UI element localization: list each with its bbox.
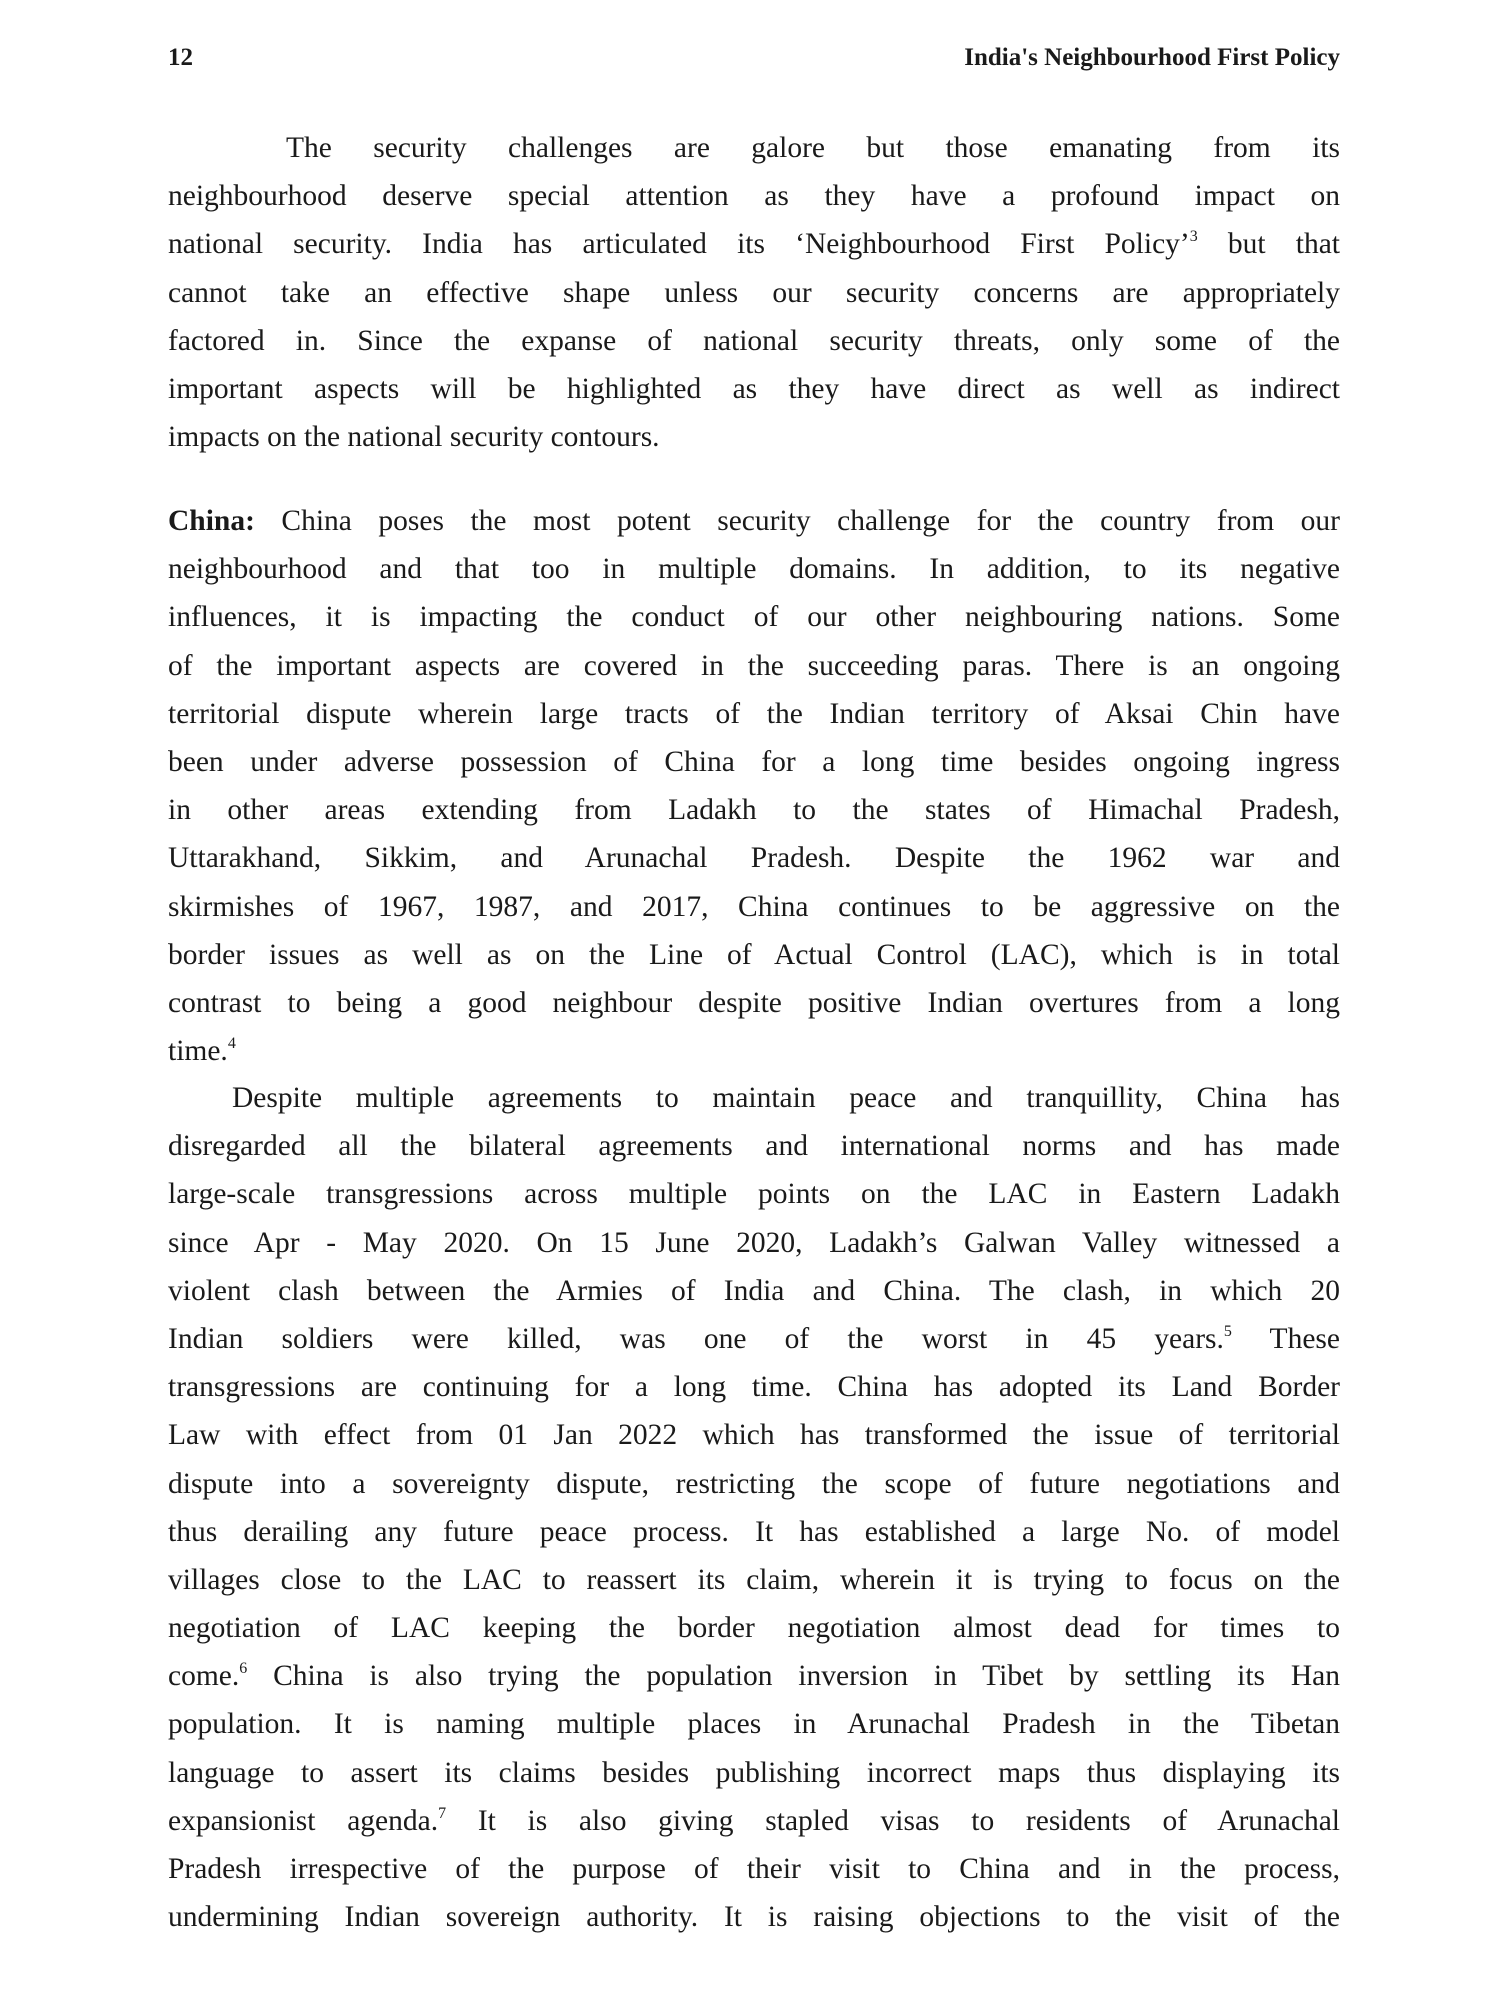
text-line: [168, 1219, 1340, 1267]
text-line: [168, 931, 1340, 979]
text-segment: language to assert its claims besides publishing incorrect maps thus displaying its: [168, 1756, 1340, 1789]
footnote-reference: 6: [239, 1660, 248, 1678]
section-heading: China:: [168, 505, 255, 537]
text-line: [168, 738, 1340, 786]
text-segment: It is also giving stapled visas to residents of Arunachal: [446, 1804, 1340, 1837]
text-segment: expansionist agenda.: [168, 1804, 439, 1837]
text-line: [168, 786, 1340, 834]
text-line: [168, 883, 1340, 931]
text-segment: contrast to being a good neighbour despite positive Indian overtures from a long: [168, 986, 1340, 1019]
text-line: [168, 1267, 1340, 1315]
text-segment: undermining Indian sovereign authority. It is raising objections to the visit of the: [168, 1901, 1340, 1934]
text-segment: violent clash between the Armies of India and China. The clash, in which 20: [168, 1274, 1340, 1307]
text-line: [168, 593, 1340, 641]
footnote-reference: 4: [227, 1035, 236, 1053]
text-line: [168, 1652, 1340, 1700]
text-segment: neighbourhood deserve special attention as they have a profound impact on: [168, 180, 1340, 213]
paragraph-agreements: [168, 1074, 1340, 1941]
text-segment: in other areas extending from Ladakh to the states of Himachal Pradesh,: [168, 794, 1340, 827]
text-segment: Indian soldiers were killed, was one of the worst in 45 years.: [168, 1322, 1224, 1355]
text-segment: influences, it is impacting the conduct of our other neighbouring nations. Some: [168, 601, 1340, 634]
text-line: [168, 124, 1340, 172]
paragraph-security-challenges: [168, 124, 1340, 461]
text-line: [168, 1122, 1340, 1170]
page-number: 12: [168, 44, 193, 71]
text-line: [168, 1845, 1340, 1893]
footnote-reference: 3: [1189, 228, 1198, 246]
text-segment: neighbourhood and that too in multiple domains. In addition, to its negative: [168, 553, 1340, 586]
text-segment: disregarded all the bilateral agreements and international norms and has made: [168, 1130, 1340, 1163]
text-line: [168, 979, 1340, 1027]
text-line: [168, 1508, 1340, 1556]
text-segment: been under adverse possession of China for a long time besides ongoing ingress: [168, 745, 1340, 778]
text-segment: These: [1231, 1322, 1340, 1355]
text-line: [168, 172, 1340, 220]
text-line: [168, 1604, 1340, 1652]
text-line: [168, 834, 1340, 882]
text-segment: since Apr - May 2020. On 15 June 2020, Ladakh’s Galwan Valley witnessed a: [168, 1226, 1340, 1259]
text-line: [168, 1411, 1340, 1459]
text-segment: cannot take an effective shape unless our security concerns are appropriately: [168, 276, 1340, 309]
text-segment: China poses the most potent security challenge for the country from our: [254, 505, 1340, 537]
text-segment: large-scale transgressions across multiple points on the LAC in Eastern Ladakh: [168, 1178, 1340, 1211]
text-segment: thus derailing any future peace process. It has established a large No. of model: [168, 1515, 1340, 1548]
footnote-reference: 5: [1223, 1322, 1232, 1340]
text-segment: China is also trying the population inversion in Tibet by settling its Han: [247, 1660, 1340, 1693]
text-segment: Law with effect from 01 Jan 2022 which has transformed the issue of territorial: [168, 1419, 1340, 1452]
text-line: [168, 1797, 1340, 1845]
text-segment: transgressions are continuing for a long time. China has adopted its Land Border: [168, 1371, 1340, 1404]
text-segment: national security. India has articulated its ‘Neighbourhood First Policy’: [168, 228, 1190, 261]
text-line: [168, 1170, 1340, 1218]
running-header-title: India's Neighbourhood First Policy: [964, 44, 1340, 71]
text-segment: but that: [1197, 228, 1340, 261]
text-segment: population. It is naming multiple places in Arunachal Pradesh in the Tibetan: [168, 1708, 1340, 1741]
text-segment: border issues as well as on the Line of Actual Control (LAC), which is in total: [168, 938, 1340, 971]
text-segment: important aspects will be highlighted as they have direct as well as indirect: [168, 372, 1340, 405]
text-segment: The security challenges are galore but those emanating from its: [286, 132, 1340, 164]
text-line: [168, 1074, 1340, 1122]
text-line: [168, 317, 1340, 365]
text-segment: come.: [168, 1660, 240, 1693]
text-segment: territorial dispute wherein large tracts of the Indian territory of Aksai Chin have: [168, 697, 1340, 730]
text-segment: of the important aspects are covered in the succeeding paras. There is an ongoing: [168, 649, 1340, 682]
text-segment: Pradesh irrespective of the purpose of their visit to China and in the process,: [168, 1853, 1340, 1885]
text-segment: skirmishes of 1967, 1987, and 2017, China continues to be aggressive on the: [168, 890, 1340, 923]
text-line: [168, 1749, 1340, 1797]
text-segment: Uttarakhand, Sikkim, and Arunachal Pradesh. Despite the 1962 war and: [168, 842, 1340, 875]
text-line: [168, 269, 1340, 317]
text-line: [168, 1556, 1340, 1604]
text-line: [168, 413, 1340, 461]
text-line: [168, 365, 1340, 413]
text-segment: time.: [168, 1035, 228, 1068]
text-line: [168, 1460, 1340, 1508]
text-line: [168, 690, 1340, 738]
text-line: [168, 497, 1340, 545]
text-segment: dispute into a sovereignty dispute, restricting the scope of future negotiations and: [168, 1467, 1340, 1500]
text-segment: negotiation of LAC keeping the border negotiation almost dead for times to: [168, 1612, 1340, 1645]
text-segment: impacts on the national security contours.: [168, 421, 660, 454]
text-segment: factored in. Since the expanse of national security threats, only some of the: [168, 324, 1340, 357]
text-line: [168, 1700, 1340, 1748]
text-line: [168, 1893, 1340, 1941]
footnote-reference: 7: [438, 1804, 447, 1822]
text-line: [168, 1315, 1340, 1363]
paragraph-china: [168, 497, 1340, 1075]
text-line: [168, 220, 1340, 268]
text-line: [168, 545, 1340, 593]
text-line: [168, 1363, 1340, 1411]
text-line: [168, 1027, 1340, 1075]
text-segment: Despite multiple agreements to maintain peace and tranquillity, China has: [232, 1082, 1340, 1114]
text-line: [168, 642, 1340, 690]
text-segment: villages close to the LAC to reassert its claim, wherein it is trying to focus on the: [168, 1563, 1340, 1596]
